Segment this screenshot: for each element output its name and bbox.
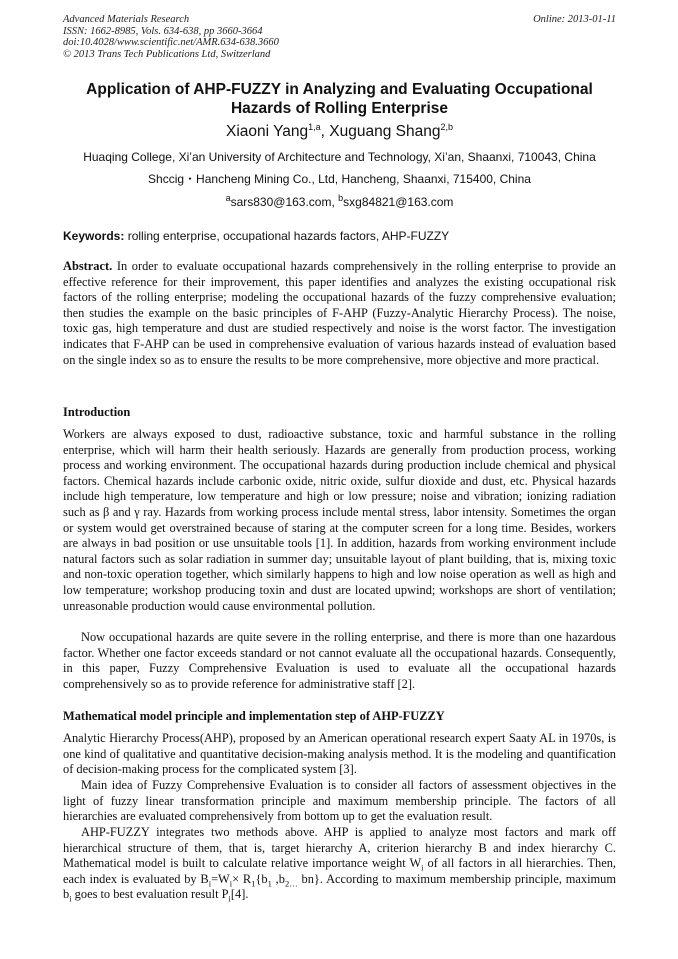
subscript: 1 — [251, 878, 256, 889]
model-paragraph-1: Analytic Hierarchy Process(AHP), proposed by an American operational research expert Saaty AL in 1970s, is one kind of qualitative and quantitative decision-making analysis method. It is the modeling and quantification of decision-making process for the complicated system [3]. — [63, 731, 616, 777]
abstract-label: Abstract. — [63, 259, 113, 273]
email-line — [63, 195, 616, 209]
affiliation-1: Huaqing College, Xi’an University of Architecture and Technology, Xi’an, Shaanxi, 710043, China — [83, 150, 596, 164]
text-run: [4]. — [230, 887, 249, 902]
author-superscript: 1,a — [308, 121, 321, 132]
doi-line: doi:10.4028/www.scientific.net/AMR.634-638.3660 — [63, 37, 279, 48]
text-run: ,b — [271, 871, 285, 886]
text-run: bn}. According to maximum membership principle, maximum b — [63, 871, 616, 902]
abstract — [63, 259, 616, 368]
author-separator: , — [320, 123, 330, 140]
copyright-line: © 2013 Trans Tech Publications Ltd, Switzerland — [63, 48, 271, 60]
email-address: sars830@163.com, — [230, 195, 339, 209]
author-name: Xiaoni Yang — [225, 123, 309, 140]
subscript: i — [228, 893, 231, 904]
author-superscript: 2,b — [440, 121, 453, 132]
intro-paragraph-2: Now occupational hazards are quite severe in the rolling enterprise, and there is more than one hazardous factor. Whether one factor exceeds standard or not cannot evaluate all the occupational hazards. Consequently, in this paper, Fuzzy Comprehensive Evaluation is used to evaluate all the occupational hazards comprehensively so as to provide reference for administrative staff [2]. — [63, 630, 616, 691]
model-paragraph-3 — [63, 825, 616, 903]
keywords-text: rolling enterprise, occupational hazards factors, AHP-FUZZY — [124, 229, 450, 243]
issn-line: ISSN: 1662-8985, Vols. 634-638, pp 3660-3664 — [63, 25, 263, 37]
section-heading-model: Mathematical model principle and implementation step of AHP-FUZZY — [63, 709, 445, 723]
subscript: i — [229, 878, 233, 889]
subscript: 1 — [267, 878, 272, 889]
subscript: i — [421, 862, 424, 873]
section-heading-introduction: Introduction — [63, 405, 131, 419]
keywords — [63, 229, 616, 243]
text-run: of all factors in all hierarchies. Then, each index is evaluated by B — [63, 856, 616, 886]
email-superscript: a — [225, 193, 231, 203]
keywords-label: Keywords: — [63, 229, 125, 243]
online-date: Online: 2013-01-11 — [533, 14, 616, 25]
text-run: =W — [211, 871, 230, 886]
subscript: i — [69, 893, 72, 904]
text-run: {b — [255, 871, 268, 886]
intro-paragraph-1: Workers are always exposed to dust, radioactive substance, toxic and harmful substance in the rolling enterprise, which will harm their health seriously. Hazards are generally from production process, working process and working environment. The occupational hazards during production include chemical and physical factors. Chemical hazards include carbonic oxide, nitric oxide, sulfur dioxide and dust, etc. Physical hazards include high temperature, low temperature and high or low pressure; noise and vibration; ionizing radiation such as β and γ ray. Hazards from working process include mental stress, labor intensity. Sometimes the organ or system would get overstrained because of staring at the computer screen for a long time. Besides, workers are always in bad position or use unsuitable tools [1]. In addition, hazards from working environment include natural factors such as solar radiation in summer day; unsuitable layout of plant building, that is, mixing toxic and non-toxic operation together, which similarly happens to high and low noise operation as well as high and low temperature; workshop producing toxin and dust are located upwind; workshops are short of ventilation; unreasonable production would cause environmental pollution. — [63, 427, 616, 613]
subscript: 2… — [284, 878, 298, 889]
abstract-text: In order to evaluate occupational hazards comprehensively in the rolling enterprise to provide an effective reference for their improvement, this paper identifies and analyzes the existing occupational risk factors of the rolling enterprise; modeling the occupational hazards of the fuzzy comprehensive evaluation; then studies the example on the basic principles of F-AHP (Fuzzy-Analytic Hierarchy Process). The noise, toxic gas, high temperature and dust are studied respectively and noise is the worst factor. The investigation indicates that F-AHP can be used in comprehensive evaluation of various hazards instead of evaluation based on the single index so as to ensure the results to be more comprehensive, more objective and more practical. — [63, 259, 616, 367]
text-run: AHP-FUZZY integrates two methods above. AHP is applied to analyze most factors and mark off hierarchical structure of them, that is, target hierarchy A, criterion hierarchy B and index hierarchy C. Mathematical model is built to calculate relative importance weight W — [63, 825, 616, 871]
model-paragraph-2: Main idea of Fuzzy Comprehensive Evaluation is to consider all factors of assessment objectives in the light of fuzzy linear transformation principle and maximum membership principle. The factors of all hierarchies are evaluated comprehensively from bottom up to get the evaluation result. — [63, 778, 616, 824]
paper-title: Application of AHP-FUZZY in Analyzing and Evaluating Occupational Hazards of Rolling Enterprise — [86, 81, 593, 117]
email-address: sxg84821@163.com — [343, 195, 454, 209]
journal-metadata — [63, 14, 616, 60]
email-superscript: b — [338, 193, 344, 203]
author-name: Xuguang Shang — [329, 123, 441, 140]
text-run: goes to best evaluation result P — [71, 887, 229, 902]
author-line — [63, 122, 616, 141]
affiliation-2: Shccig・Hancheng Mining Co., Ltd, Hancheng, Shaanxi, 715400, China — [148, 172, 531, 186]
journal-name: Advanced Materials Research — [63, 14, 190, 25]
text-run: × R — [232, 871, 252, 886]
subscript: i — [208, 878, 212, 889]
